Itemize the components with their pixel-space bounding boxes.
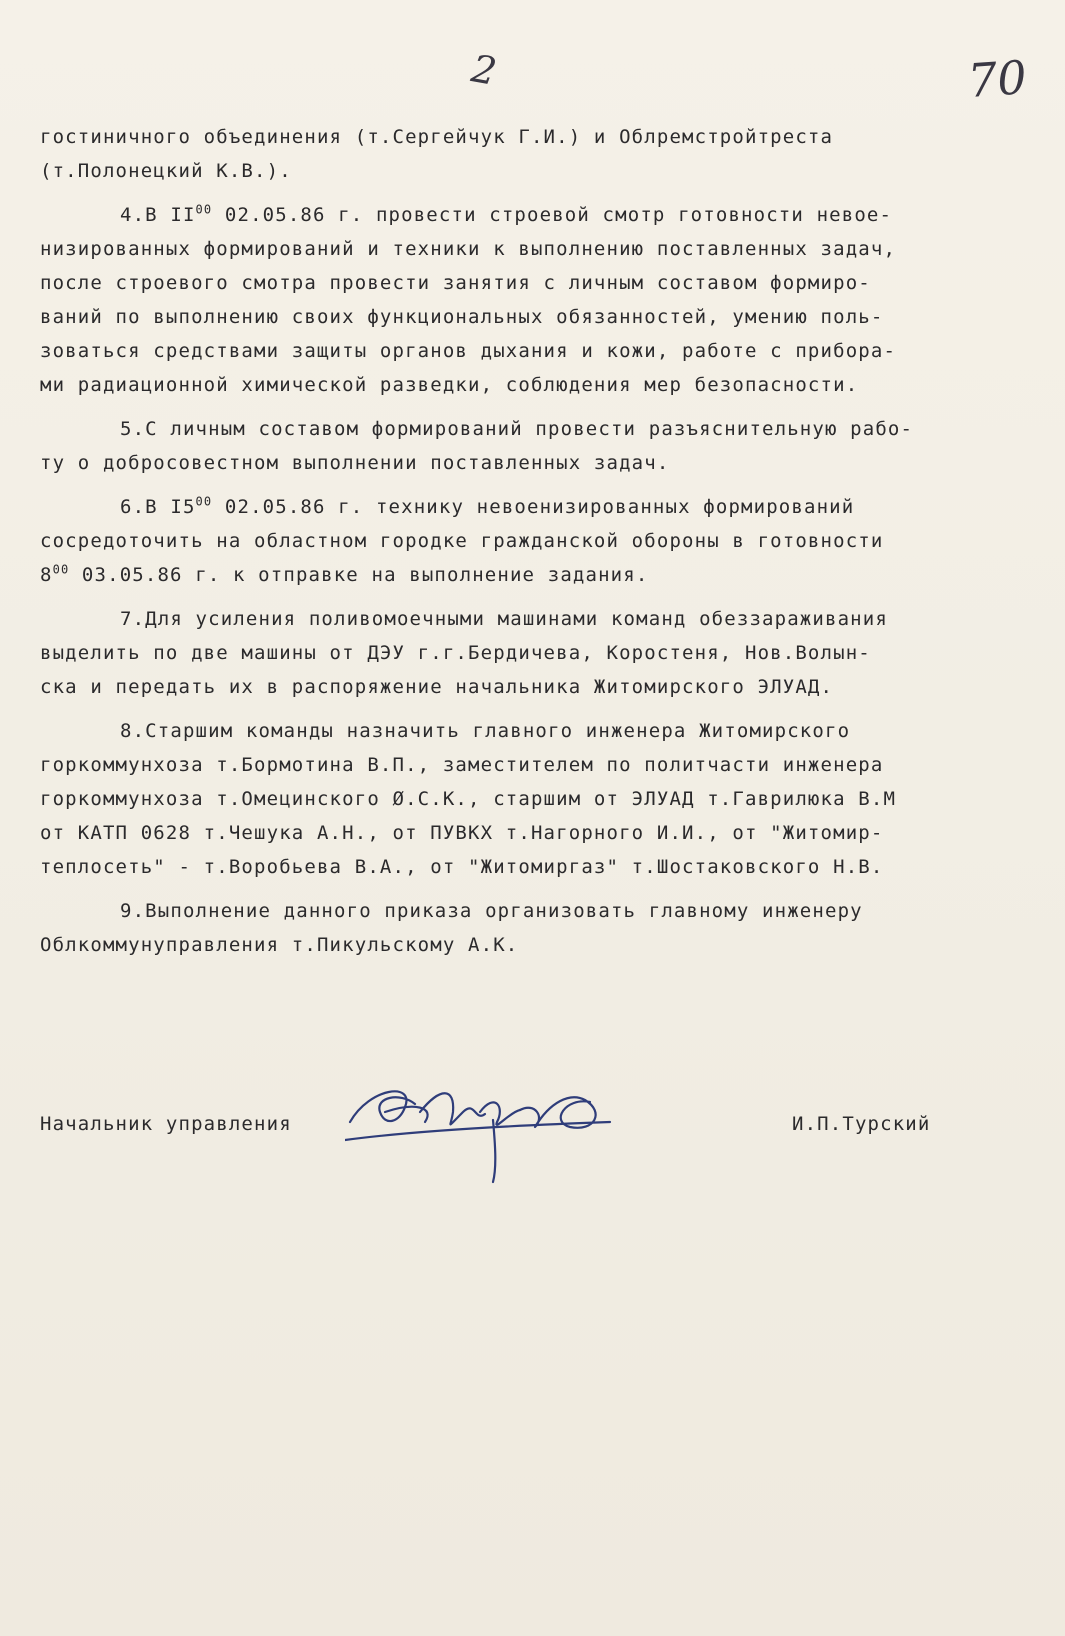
line-text: 02.05.86 г. провести строевой смотр готовности невое-: [212, 204, 893, 226]
line-text: ваний по выполнению своих функциональных обязанностей, умению поль-: [40, 306, 884, 328]
text-line: [40, 782, 1040, 816]
line-text: 5.С личным составом формирований провести разъяснительную рабо-: [120, 418, 914, 440]
text-line: [40, 602, 1040, 636]
line-text: после строевого смотра провести занятия с личным составом формиро-: [40, 272, 871, 294]
line-text: 8: [40, 564, 53, 586]
line-text: низированных формирований и техники к выполнению поставленных задач,: [40, 238, 897, 260]
text-line: [40, 894, 1040, 928]
text-line: [40, 558, 1040, 592]
line-text: ми радиационной химической разведки, соблюдения мер безопасности.: [40, 374, 859, 396]
text-line: [40, 198, 1040, 232]
text-line: [40, 490, 1040, 524]
line-text: 8.Старшим команды назначить главного инженера Житомирского: [120, 720, 851, 742]
time-superscript: 00: [195, 494, 213, 509]
signatory-title: Начальник управления: [40, 1113, 292, 1135]
line-text: 4.В II: [120, 204, 196, 226]
text-line: [40, 670, 1040, 704]
text-line: [40, 154, 1040, 188]
text-line: [40, 334, 1040, 368]
line-text: теплосеть" - т.Воробьева В.А., от "Житомиргаз" т.Шостаковского Н.В.: [40, 856, 884, 878]
text-line: [40, 748, 1040, 782]
time-superscript: 00: [52, 562, 70, 577]
line-text: горкоммунхоза т.Омецинского Ø.С.К., старшим от ЭЛУАД т.Гаврилюка В.М: [40, 788, 897, 810]
text-line: [40, 816, 1040, 850]
text-line: [40, 120, 1040, 154]
time-superscript: 00: [195, 202, 213, 217]
folio-number: 70: [966, 50, 1029, 108]
line-text: от КАТП 0628 т.Чешука А.Н., от ПУВКХ т.Нагорного И.И., от "Житомир-: [40, 822, 884, 844]
line-text: гостиничного объединения (т.Сергейчук Г.И.) и Облремстройтреста: [40, 126, 834, 148]
line-text: 9.Выполнение данного приказа организовать главному инженеру: [120, 900, 863, 922]
signatory-name: И.П.Турский: [792, 1113, 931, 1135]
text-line: [40, 714, 1040, 748]
line-text: 6.В I5: [120, 496, 196, 518]
line-text: выделить по две машины от ДЭУ г.г.Бердичева, Коростеня, Нов.Волын-: [40, 642, 871, 664]
page-number: 2: [468, 46, 500, 94]
line-text: ту о добросовестном выполнении поставленных задач.: [40, 452, 670, 474]
line-text: Облкоммунуправления т.Пикульскому А.К.: [40, 934, 519, 956]
document-body: [40, 120, 1040, 962]
line-text: сосредоточить на областном городке гражданской обороны в готовности: [40, 530, 884, 552]
line-text: 7.Для усиления поливомоечными машинами команд обеззараживания: [120, 608, 888, 630]
text-line: [40, 524, 1040, 558]
line-text: 02.05.86 г. технику невоенизированных формирований: [212, 496, 855, 518]
text-line: [40, 266, 1040, 300]
text-line: [40, 928, 1040, 962]
line-text: зоваться средствами защиты органов дыхания и кожи, работе с прибора-: [40, 340, 897, 362]
line-text: 03.05.86 г. к отправке на выполнение задания.: [69, 564, 649, 586]
line-text: горкоммунхоза т.Бормотина В.П., заместителем по политчасти инженера: [40, 754, 884, 776]
text-line: [40, 850, 1040, 884]
line-text: ска и передать их в распоряжение начальника Житомирского ЭЛУАД.: [40, 676, 834, 698]
text-line: [40, 368, 1040, 402]
text-line: [40, 300, 1040, 334]
text-line: [40, 232, 1040, 266]
line-text: (т.Полонецкий К.В.).: [40, 160, 292, 182]
text-line: [40, 636, 1040, 670]
text-line: [40, 412, 1040, 446]
handwritten-signature: [345, 1082, 635, 1192]
text-line: [40, 446, 1040, 480]
